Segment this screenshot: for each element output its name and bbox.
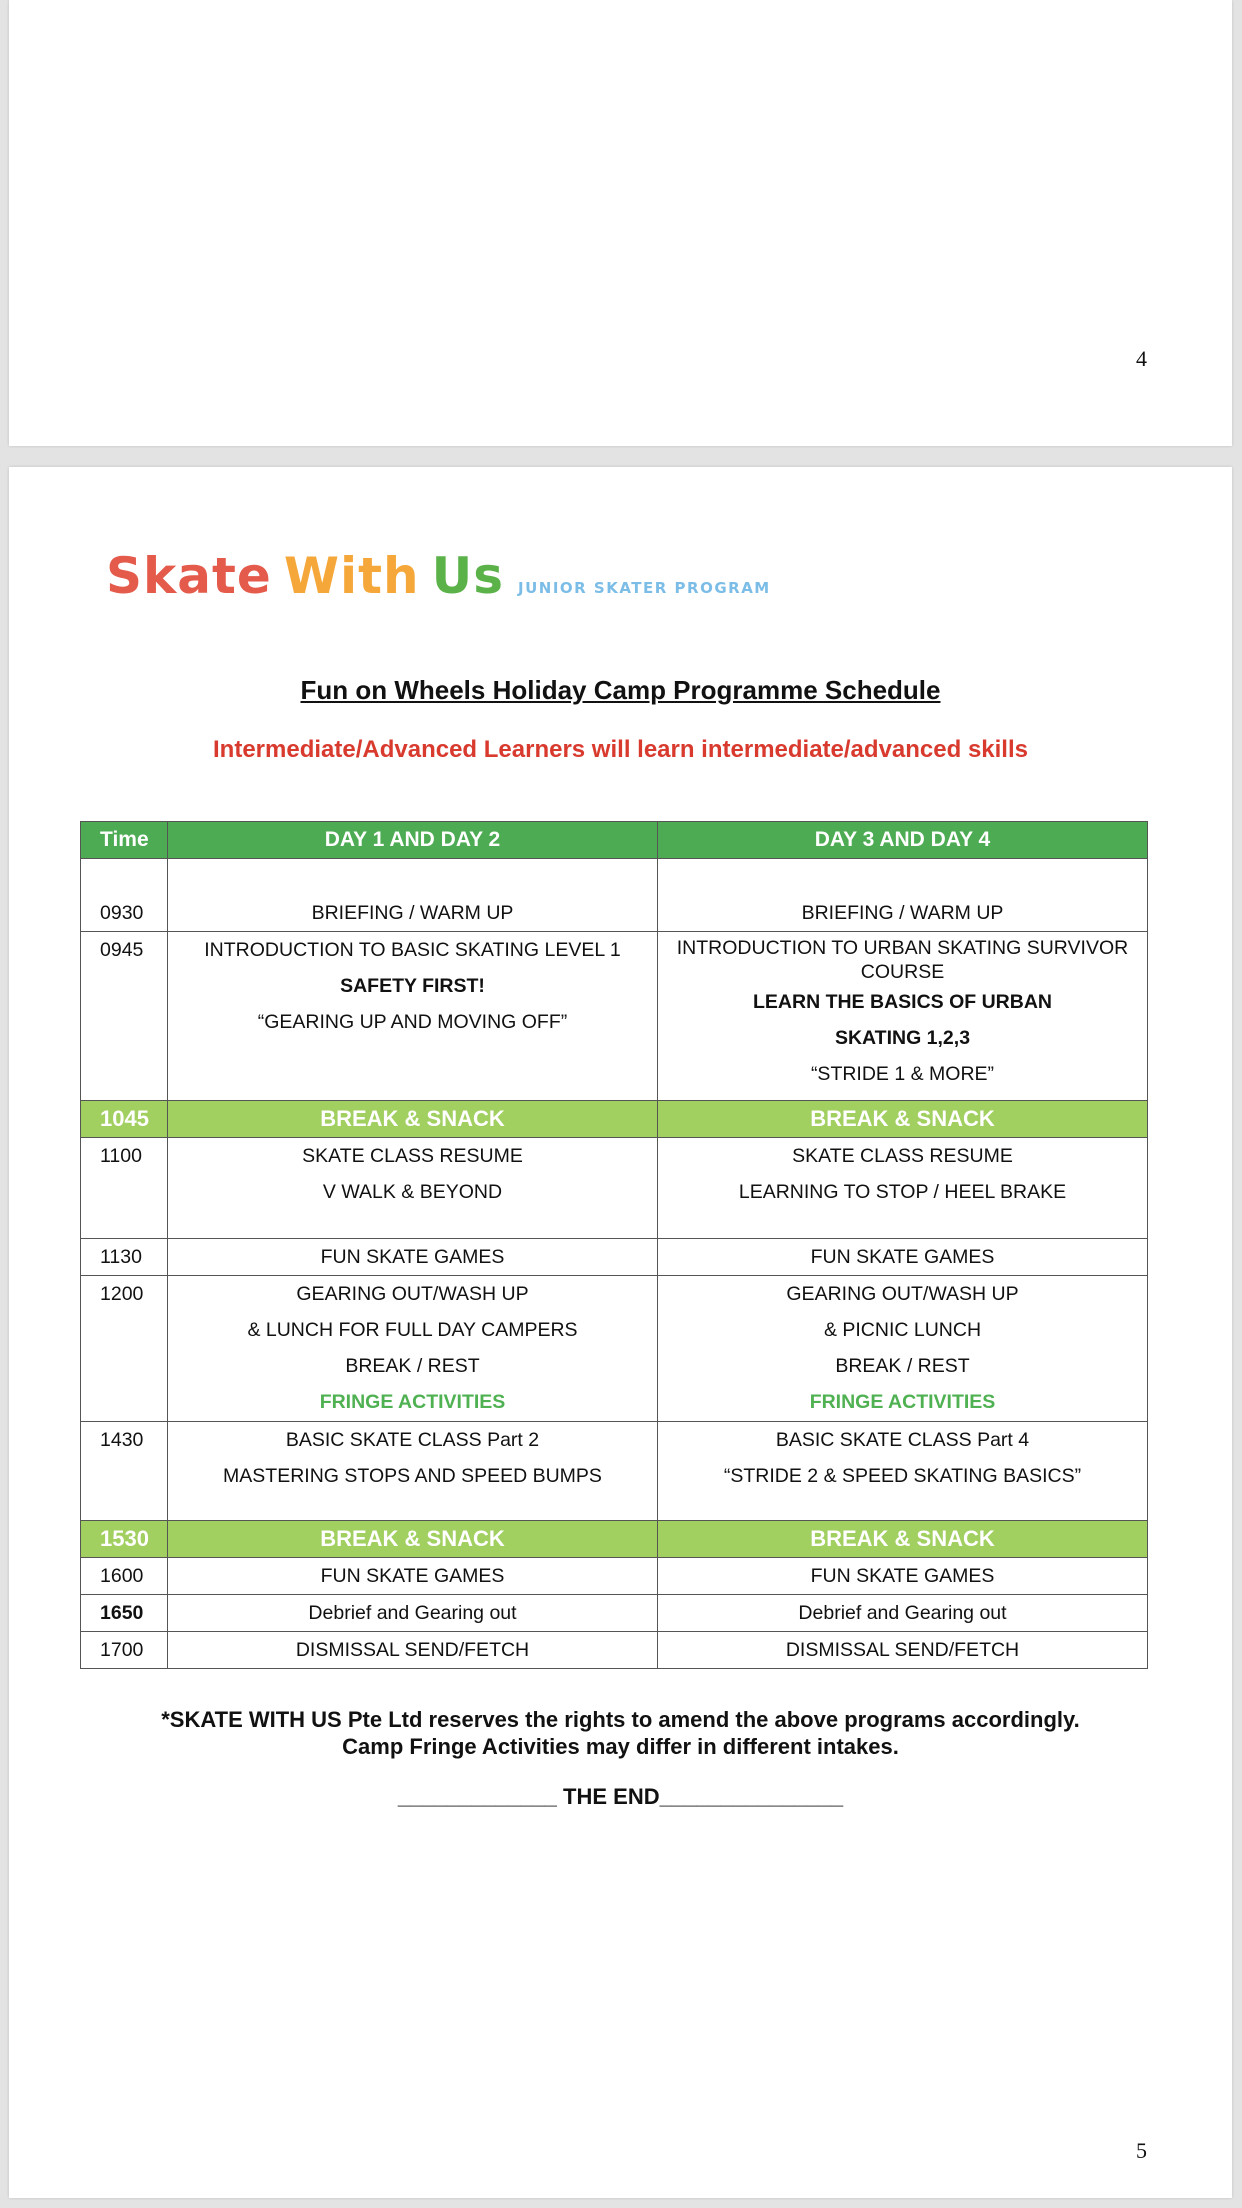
the-end-line: _____________ THE END_______________ [397, 1784, 844, 1809]
table-row [81, 1276, 1148, 1422]
activity-cell: BRIEFING / WARM UP [168, 859, 658, 932]
table-row [81, 1595, 1148, 1632]
table-row [81, 1239, 1148, 1276]
activity-line: BREAK / REST [345, 1355, 480, 1377]
activity-line: BREAK / REST [835, 1355, 970, 1377]
activity-line: “STRIDE 1 & MORE” [810, 1063, 995, 1085]
activity-cell: FUN SKATE GAMES [168, 1558, 658, 1595]
activity-line: SKATING 1,2,3 [834, 1027, 971, 1049]
activity-line: BASIC SKATE CLASS Part 4 [775, 1429, 1030, 1451]
schedule-subtitle: Intermediate/Advanced Learners will learn intermediate/advanced skills [213, 736, 1028, 763]
time-cell: 1430 [81, 1422, 168, 1521]
time-cell: 1100 [81, 1138, 168, 1239]
time-cell: 1045 [81, 1101, 168, 1138]
break-cell: BREAK & SNACK [658, 1521, 1148, 1558]
time-cell: 1700 [81, 1632, 168, 1669]
activity-line: INTRODUCTION TO BASIC SKATING LEVEL 1 [204, 939, 621, 961]
page-5 [9, 467, 1232, 2198]
logo-word-us: Us [431, 547, 504, 605]
activity-line: SAFETY FIRST! [340, 975, 485, 997]
break-cell: BREAK & SNACK [658, 1101, 1148, 1138]
fringe-activities-label: FRINGE ACTIVITIES [319, 1391, 506, 1413]
break-cell: BREAK & SNACK [168, 1101, 658, 1138]
table-row [81, 859, 1148, 932]
table-row [81, 1138, 1148, 1239]
activity-line: GEARING OUT/WASH UP [786, 1283, 1019, 1305]
table-row [81, 1558, 1148, 1595]
page-number: 5 [1136, 2138, 1147, 2163]
time-cell: 1650 [81, 1595, 168, 1632]
activity-cell [168, 1138, 658, 1239]
time-cell: 0930 [81, 859, 168, 932]
time-cell: 1200 [81, 1276, 168, 1422]
logo-word-with: With [283, 547, 420, 605]
time-cell: 1600 [81, 1558, 168, 1595]
logo-tagline: JUNIOR SKATER PROGRAM [518, 579, 771, 597]
disclaimer-line: *SKATE WITH US Pte Ltd reserves the rights to amend the above programs accordingly. [161, 1707, 1080, 1732]
activity-line: MASTERING STOPS AND SPEED BUMPS [223, 1465, 602, 1487]
activity-line: LEARNING TO STOP / HEEL BRAKE [738, 1181, 1067, 1203]
activity-cell: FUN SKATE GAMES [658, 1558, 1148, 1595]
time-cell: 0945 [81, 932, 168, 1101]
activity-line: BASIC SKATE CLASS Part 2 [285, 1429, 540, 1451]
page-4 [9, 0, 1232, 446]
header-time: Time [81, 822, 168, 859]
header-day1-2: DAY 1 AND DAY 2 [168, 822, 658, 859]
disclaimer-line: Camp Fringe Activities may differ in different intakes. [342, 1734, 899, 1759]
header-day3-4: DAY 3 AND DAY 4 [658, 822, 1148, 859]
activity-cell: DISMISSAL SEND/FETCH [658, 1632, 1148, 1669]
activity-line: SKATE CLASS RESUME [302, 1145, 523, 1167]
activity-line: “GEARING UP AND MOVING OFF” [257, 1011, 568, 1033]
activity-cell: FUN SKATE GAMES [168, 1239, 658, 1276]
activity-cell: BRIEFING / WARM UP [658, 859, 1148, 932]
activity-cell: DISMISSAL SEND/FETCH [168, 1632, 658, 1669]
page-number: 4 [1136, 346, 1147, 371]
table-header-row [81, 822, 1148, 859]
schedule-table [80, 821, 1148, 1669]
table-row [81, 1632, 1148, 1669]
fringe-activities-label: FRINGE ACTIVITIES [809, 1391, 996, 1413]
activity-line: & LUNCH FOR FULL DAY CAMPERS [247, 1319, 578, 1341]
activity-line: SKATE CLASS RESUME [792, 1145, 1013, 1167]
activity-line: “STRIDE 2 & SPEED SKATING BASICS” [723, 1465, 1082, 1487]
activity-cell [168, 1422, 658, 1521]
activity-cell [168, 932, 658, 1101]
time-cell: 1530 [81, 1521, 168, 1558]
activity-line: & PICNIC LUNCH [823, 1319, 982, 1341]
disclaimer-note [9, 1706, 1232, 1760]
schedule-title: Fun on Wheels Holiday Camp Programme Schedule [300, 675, 941, 705]
break-row [81, 1101, 1148, 1138]
skate-with-us-logo [106, 547, 771, 605]
time-cell: 1130 [81, 1239, 168, 1276]
break-cell: BREAK & SNACK [168, 1521, 658, 1558]
activity-cell [658, 1276, 1148, 1422]
activity-cell: Debrief and Gearing out [168, 1595, 658, 1632]
activity-line: V WALK & BEYOND [322, 1181, 503, 1203]
table-row [81, 932, 1148, 1101]
activity-cell [658, 932, 1148, 1101]
activity-cell: Debrief and Gearing out [658, 1595, 1148, 1632]
activity-line: GEARING OUT/WASH UP [296, 1283, 529, 1305]
break-row [81, 1521, 1148, 1558]
activity-cell [658, 1138, 1148, 1239]
activity-cell [168, 1276, 658, 1422]
activity-line: LEARN THE BASICS OF URBAN [752, 991, 1052, 1013]
activity-line: INTRODUCTION TO URBAN SKATING SURVIVOR COURSE [676, 937, 1129, 983]
activity-cell: FUN SKATE GAMES [658, 1239, 1148, 1276]
activity-cell [658, 1422, 1148, 1521]
table-row [81, 1422, 1148, 1521]
logo-word-skate: Skate [106, 547, 272, 605]
